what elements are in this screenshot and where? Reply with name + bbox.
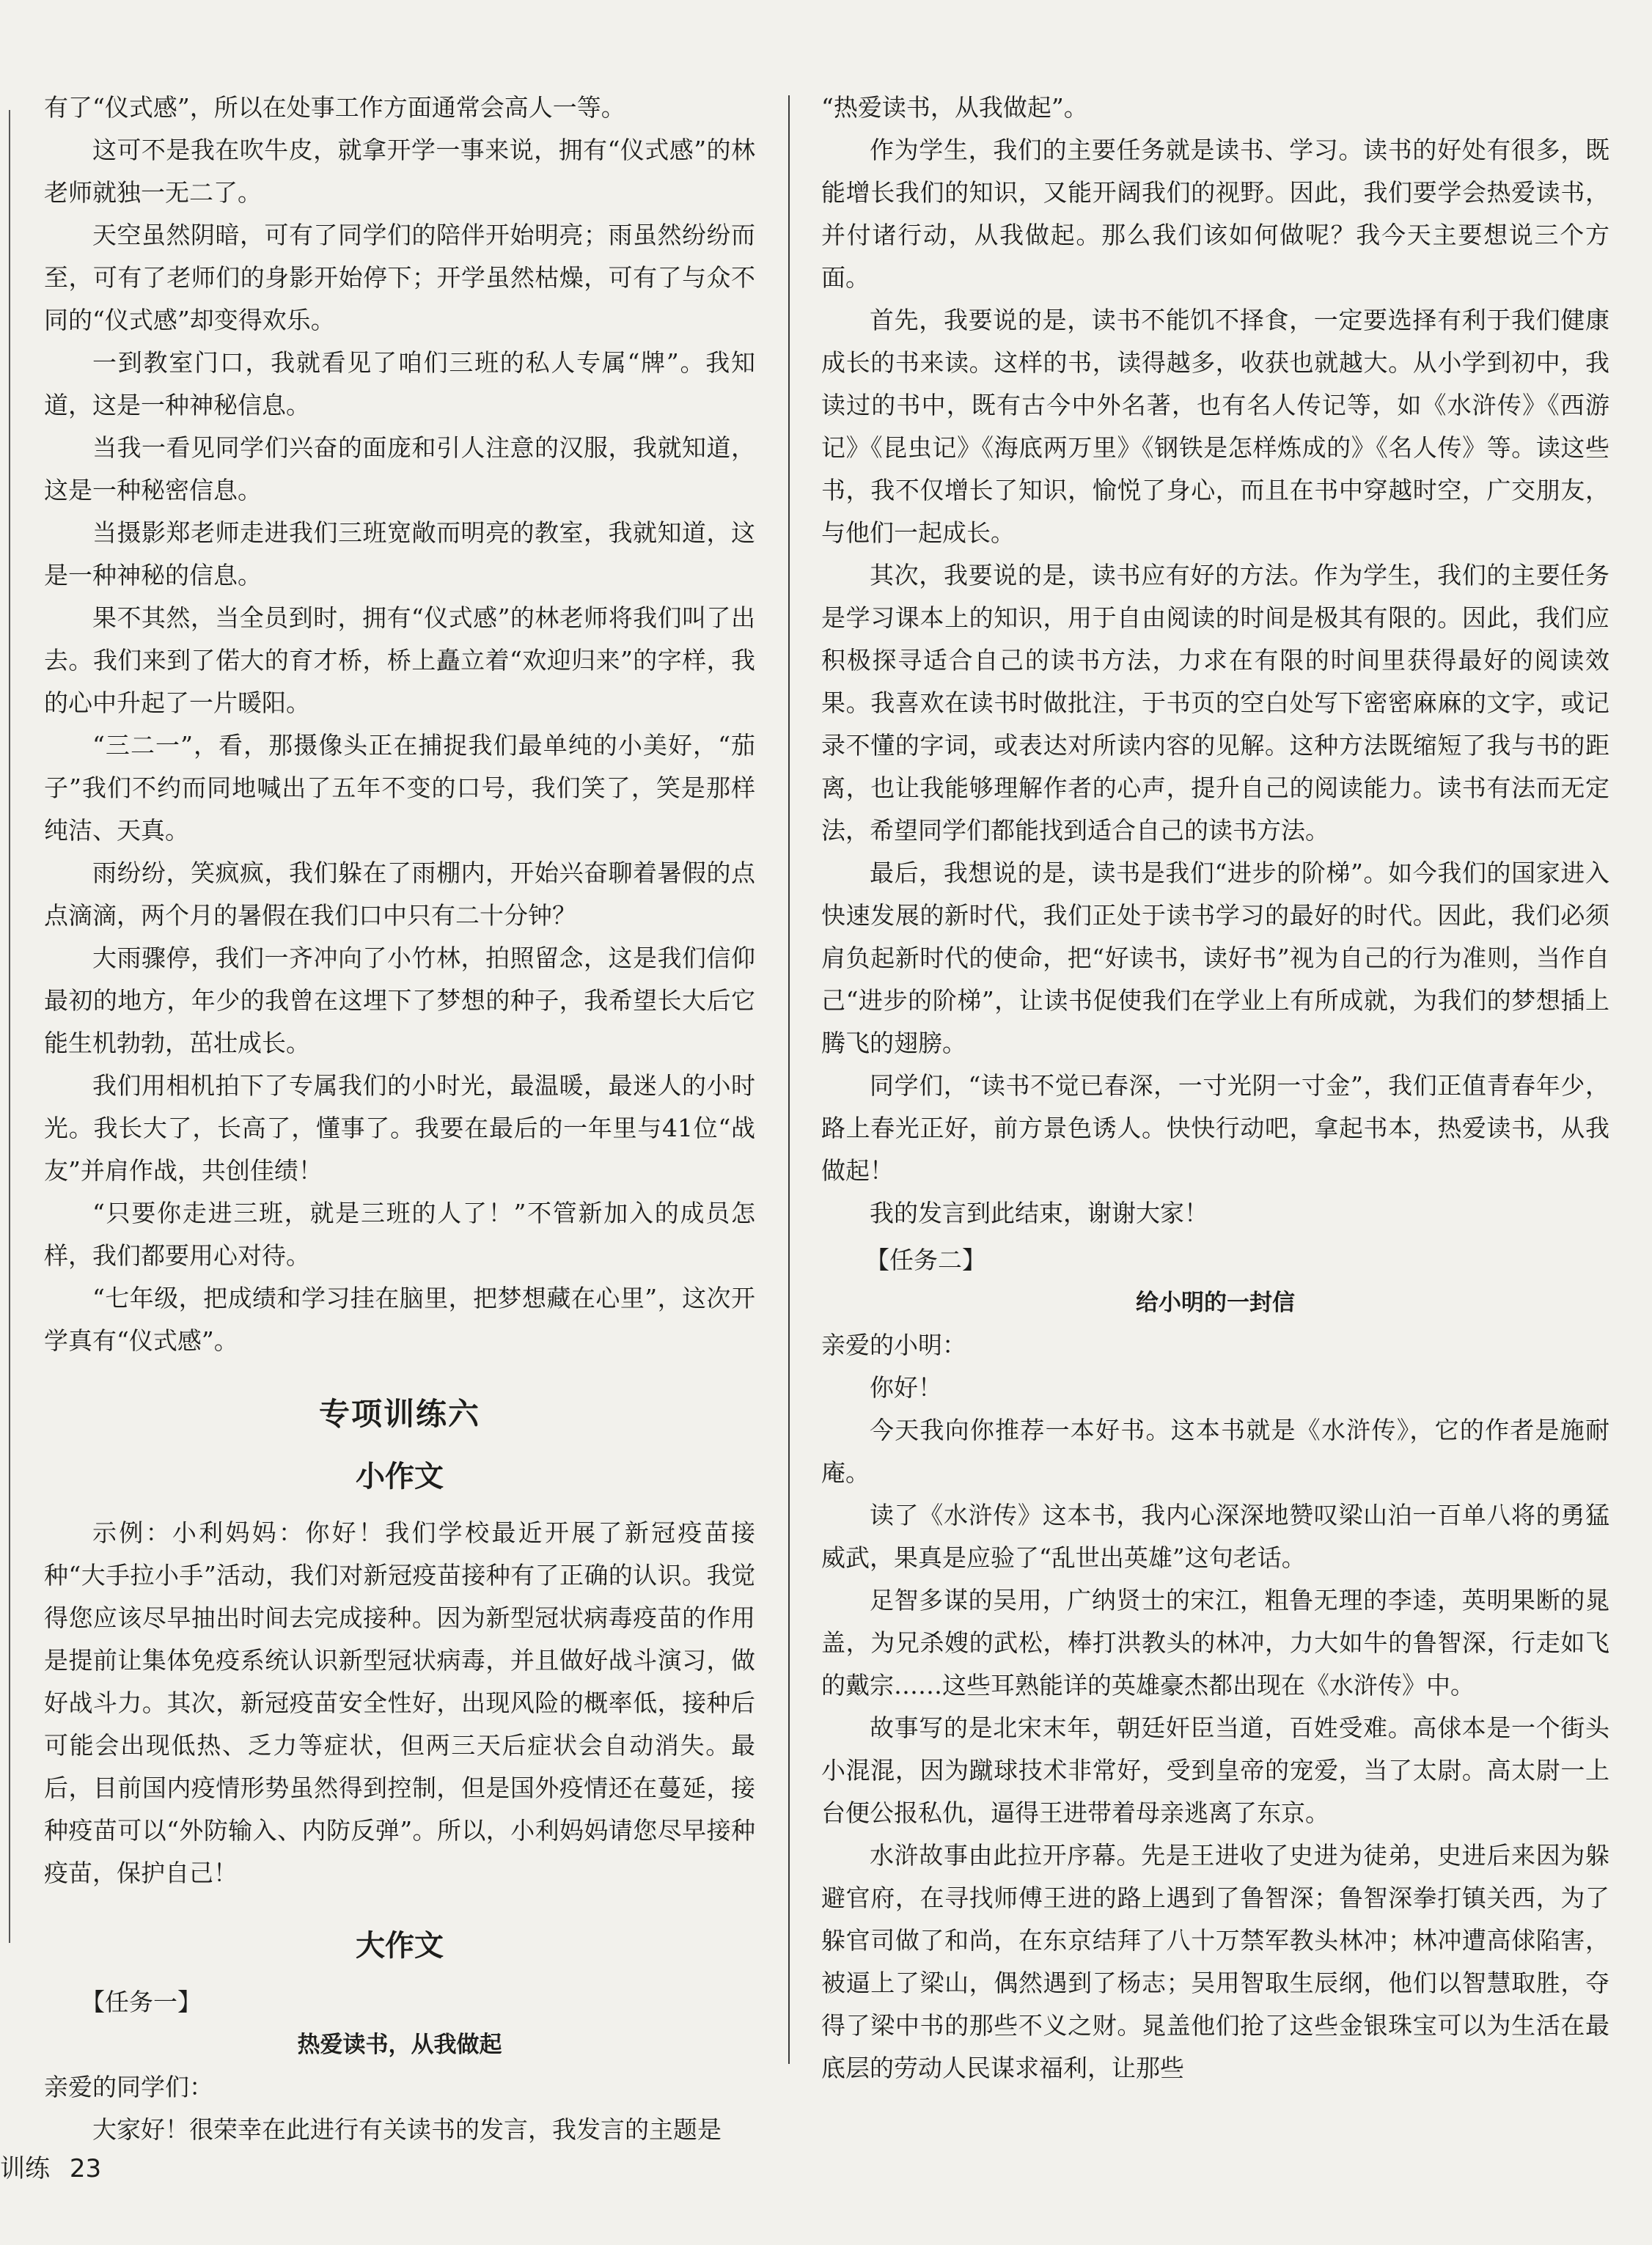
paragraph: “七年级，把成绩和学习挂在脑里，把梦想藏在心里”，这次开学真有“仪式感”。: [44, 1284, 755, 1355]
paragraph: 其次，我要说的是，读书应有好的方法。作为学生，我们的主要任务是学习课本上的知识，用于自由阅读的时间是极其有限的。因此，我们应积极探寻适合自己的读书方法，力求在有限的时间里获得最好的阅读效果。我喜欢在读书时做批注，于书页的空白处写下密密麻麻的文字，或记录不懂的字词，或表达对所读内容的见解。这种方法既缩短了我与书的距离，也让我能够理解作者的心声，提升自己的阅读能力。读书有法而无定法，希望同学们都能找到适合自己的读书方法。: [821, 561, 1609, 845]
paragraph: 我的发言到此结束，谢谢大家！: [870, 1199, 1208, 1227]
footer-label: 训练: [0, 2154, 50, 2183]
paragraph: 水浒故事由此拉开序幕。先是王进收了史进为徒弟，史进后来因为躲避官府，在寻找师傅王进的路上遇到了鲁智深；鲁智深拳打镇关西，为了躲官司做了和尚，在东京结拜了八十万禁军教头林冲；林冲遭高俅陷害，被逼上了梁山，偶然遇到了杨志；吴用智取生辰纲，他们以智慧取胜，夺得了梁中书的那些不义之财。晁盖他们抢了这些金银珠宝可以为生活在最底层的劳动人民谋求福利，让那些: [821, 1841, 1609, 2082]
paragraph: 同学们，“读书不觉已春深，一寸光阴一寸金”，我们正值青春年少，路上春光正好，前方景色诱人。快快行动吧，拿起书本，热爱读书，从我做起！: [821, 1071, 1609, 1185]
paragraph: 当摄影郑老师走进我们三班宽敞而明亮的教室，我就知道，这是一种神秘的信息。: [44, 518, 755, 589]
paragraph: 读了《水浒传》这本书，我内心深深地赞叹梁山泊一百单八将的勇猛威武，果真是应验了“乱世出英雄”这句老话。: [821, 1501, 1609, 1572]
page-number: 23: [69, 2154, 102, 2183]
paragraph: 一到教室门口，我就看见了咱们三班的私人专属“牌”。我知道，这是一种神秘信息。: [44, 348, 755, 419]
salutation: 亲爱的同学们：: [44, 2073, 213, 2101]
paragraph: 你好！: [870, 1373, 942, 1402]
paragraph: 首先，我要说的是，读书不能饥不择食，一定要选择有利于我们健康成长的书来读。这样的书，读得越多，收获也就越大。从小学到初中，我读过的书中，既有古今中外名著，也有名人传记等，如《水浒传》《西游记》《昆虫记》《海底两万里》《钢铁是怎样炼成的》《名人传》等。读这些书，我不仅增长了知识，愉悦了身心，而且在书中穿越时空，广交朋友，与他们一起成长。: [821, 306, 1609, 547]
small-essay-title: 小作文: [356, 1460, 444, 1493]
paragraph: 足智多谋的吴用，广纳贤士的宋江，粗鲁无理的李逵，英明果断的晁盖，为兄杀嫂的武松，棒打洪教头的林冲，力大如牛的鲁智深，行走如飞的戴宗……这些耳熟能详的英雄豪杰都出现在《水浒传》中。: [821, 1586, 1609, 1700]
paragraph: 我们用相机拍下了专属我们的小时光，最温暖，最迷人的小时光。我长大了，长高了，懂事了。我要在最后的一年里与41位“战友”并肩作战，共创佳绩！: [44, 1071, 755, 1185]
paragraph: 大家好！很荣幸在此进行有关读书的发言，我发言的主题是: [92, 2115, 722, 2144]
task-two-label: 【任务二】: [865, 1246, 986, 1274]
paragraph: 故事写的是北宋末年，朝廷奸臣当道，百姓受难。高俅本是一个街头小混混，因为蹴球技术非常好，受到皇帝的宠爱，当了太尉。高太尉一上台便公报私仇，逼得王进带着母亲逃离了东京。: [821, 1713, 1609, 1827]
paragraph: 果不其然，当全员到时，拥有“仪式感”的林老师将我们叫了出去。我们来到了偌大的育才桥，桥上矗立着“欢迎归来”的字样，我的心中升起了一片暖阳。: [44, 603, 755, 717]
paragraph: 今天我向你推荐一本好书。这本书就是《水浒传》，它的作者是施耐庵。: [821, 1416, 1609, 1487]
section-title: 专项训练六: [318, 1396, 480, 1432]
small-essay-text: 示例：小利妈妈：你好！我们学校最近开展了新冠疫苗接种“大手拉小手”活动，我们对新冠疫苗接种有了正确的认识。我觉得您应该尽早抽出时间去完成接种。因为新型冠状病毒疫苗的作用是提前让集体免疫系统认识新型冠状病毒，并且做好战斗演习，做好战斗力。其次，新冠疫苗安全性好，出现风险的概率低，接种后可能会出现低热、乏力等症状，但两三天后症状会自动消失。最后，目前国内疫情形势虽然得到控制，但是国外疫情还在蔓延，接种疫苗可以“外防输入、内防反弹”。所以，小利妈妈请您尽早接种疫苗，保护自己！: [44, 1518, 755, 1887]
big-essay-title: 大作文: [356, 1929, 444, 1963]
paragraph: 最后，我想说的是，读书是我们“进步的阶梯”。如今我们的国家进入快速发展的新时代，我们正处于读书学习的最好的时代。因此，我们必须肩负起新时代的使命，把“好读书，读好书”视为自己的行为准则，当作自己“进步的阶梯”，让读书促使我们在学业上有所成就，为我们的梦想插上腾飞的翅膀。: [821, 859, 1609, 1057]
paragraph: 大雨骤停，我们一齐冲向了小竹林，拍照留念，这是我们信仰最初的地方，年少的我曾在这埋下了梦想的种子，我希望长大后它能生机勃勃，茁壮成长。: [44, 944, 755, 1057]
left-column: [44, 87, 755, 2151]
task-one-label: 【任务一】: [81, 1988, 202, 2016]
page-footer: [0, 2148, 113, 2184]
left-margin-rule: [9, 110, 10, 1943]
task-two-title: 给小明的一封信: [1136, 1290, 1295, 1316]
paragraph: “热爱读书，从我做起”。: [821, 93, 1088, 122]
paragraph: 雨纷纷，笑疯疯，我们躲在了雨棚内，开始兴奋聊着暑假的点点滴滴，两个月的暑假在我们口中只有二十分钟？: [44, 859, 755, 930]
paragraph: 有了“仪式感”，所以在处事工作方面通常会高人一等。: [44, 93, 625, 122]
paragraph: 当我一看见同学们兴奋的面庞和引人注意的汉服，我就知道，这是一种秘密信息。: [44, 433, 755, 504]
column-divider: [788, 95, 790, 2064]
task-one-title: 热爱读书，从我做起: [297, 2032, 502, 2058]
paragraph: 天空虽然阴暗，可有了同学们的陪伴开始明亮；雨虽然纷纷而至，可有了老师们的身影开始停下；开学虽然枯燥，可有了与众不同的“仪式感”却变得欢乐。: [44, 221, 755, 334]
paragraph: “三二一”，看，那摄像头正在捕捉我们最单纯的小美好，“茄子”我们不约而同地喊出了五年不变的口号，我们笑了，笑是那样纯洁、天真。: [44, 731, 755, 845]
right-column: [821, 87, 1609, 2090]
paragraph: 作为学生，我们的主要任务就是读书、学习。读书的好处有很多，既能增长我们的知识，又能开阔我们的视野。因此，我们要学会热爱读书，并付诸行动，从我做起。那么我们该如何做呢？我今天主要想说三个方面。: [821, 136, 1609, 292]
paragraph: 这可不是我在吹牛皮，就拿开学一事来说，拥有“仪式感”的林老师就独一无二了。: [44, 136, 755, 207]
salutation: 亲爱的小明：: [821, 1331, 966, 1359]
paragraph: “只要你走进三班，就是三班的人了！”不管新加入的成员怎样，我们都要用心对待。: [44, 1199, 755, 1270]
